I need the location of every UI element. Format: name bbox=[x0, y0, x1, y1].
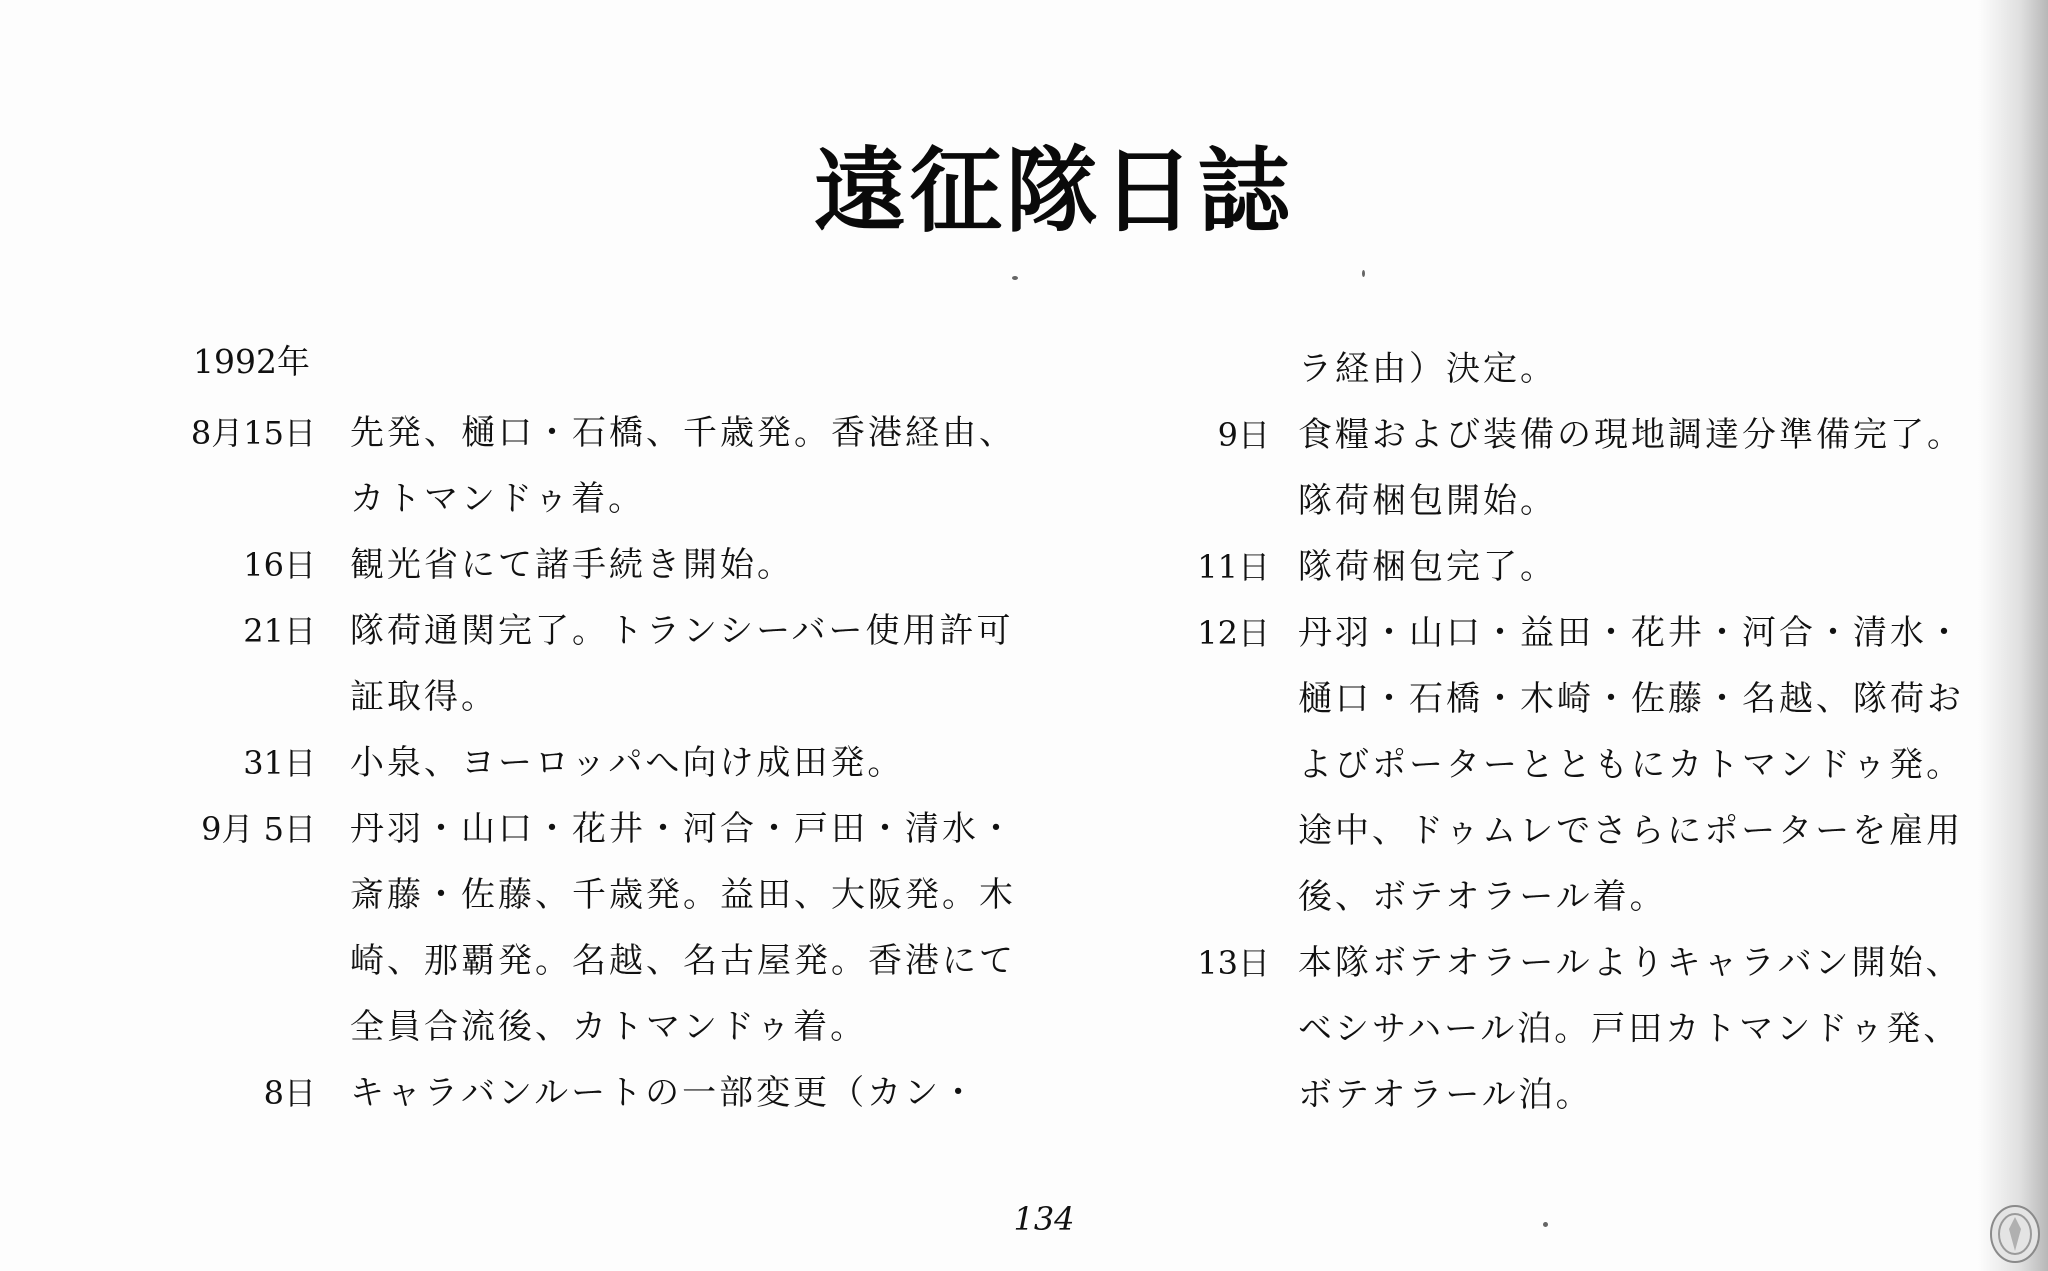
scan-speck bbox=[1012, 276, 1018, 280]
left-column bbox=[180, 400, 1060, 1126]
entry-date: 16日 bbox=[243, 546, 316, 584]
entry-text: 隊荷梱包完了。 bbox=[1298, 547, 1557, 587]
entry-date: 8日 bbox=[263, 1074, 316, 1112]
right-column bbox=[1170, 336, 2000, 1128]
entry-text: 先発、樋口・石橋、千歳発。香港経由、カトマンドゥ着。 bbox=[350, 413, 1016, 519]
log-entry bbox=[180, 796, 1050, 1060]
log-entry bbox=[1170, 930, 2000, 1128]
log-entry bbox=[180, 532, 1050, 598]
entry-text: 小泉、ヨーロッパへ向け成田発。 bbox=[350, 743, 905, 783]
page-number: 134 bbox=[1013, 1200, 1075, 1238]
entry-text: 本隊ボテオラールよりキャラバン開始、ベシサハール泊。戸田カトマンドゥ発、ボテオラール泊。 bbox=[1298, 943, 1963, 1115]
entry-date: 21日 bbox=[243, 612, 316, 650]
log-entry bbox=[180, 1060, 1050, 1126]
entry-text: 観光省にて諸手続き開始。 bbox=[350, 545, 794, 585]
entry-date: 11日 bbox=[1197, 548, 1270, 586]
log-entry bbox=[1170, 336, 2000, 402]
entry-text: キャラバンルートの一部変更（カン・ bbox=[350, 1073, 979, 1113]
entry-date: 9日 bbox=[1217, 416, 1270, 454]
log-entry bbox=[180, 730, 1050, 796]
log-entry bbox=[180, 598, 1050, 730]
log-entry bbox=[180, 400, 1050, 532]
entry-text: 丹羽・山口・花井・河合・戸田・清水・斎藤・佐藤、千歳発。益田、大阪発。木崎、那覇発。名越、名古屋発。香港にて全員合流後、カトマンドゥ着。 bbox=[350, 809, 1016, 1047]
entry-text: 丹羽・山口・益田・花井・河合・清水・樋口・石橋・木崎・佐藤・名越、隊荷およびポーターとともにカトマンドゥ発。途中、ドゥムレでさらにポーターを雇用後、ボテオラール着。 bbox=[1298, 613, 1964, 917]
log-entry bbox=[1170, 402, 2000, 534]
scan-speck bbox=[1362, 270, 1365, 277]
entry-date: 31日 bbox=[243, 744, 316, 782]
entry-date: 9月 5日 bbox=[201, 810, 316, 848]
entry-text: 隊荷通関完了。トランシーバー使用許可証取得。 bbox=[350, 611, 1014, 717]
page-title: 遠征隊日誌 bbox=[813, 138, 1294, 245]
year-heading: 1992年 bbox=[193, 342, 310, 381]
library-seal-icon bbox=[1988, 1203, 2042, 1265]
log-entry bbox=[1170, 534, 2000, 600]
entry-date: 13日 bbox=[1197, 944, 1270, 982]
entry-text: 食糧および装備の現地調達分準備完了。隊荷梱包開始。 bbox=[1298, 415, 1964, 521]
entry-text: ラ経由）決定。 bbox=[1298, 349, 1557, 389]
scan-speck bbox=[1543, 1222, 1548, 1227]
entry-date: 8月15日 bbox=[190, 414, 316, 452]
entry-date: 12日 bbox=[1197, 614, 1270, 652]
log-entry bbox=[1170, 600, 2000, 930]
